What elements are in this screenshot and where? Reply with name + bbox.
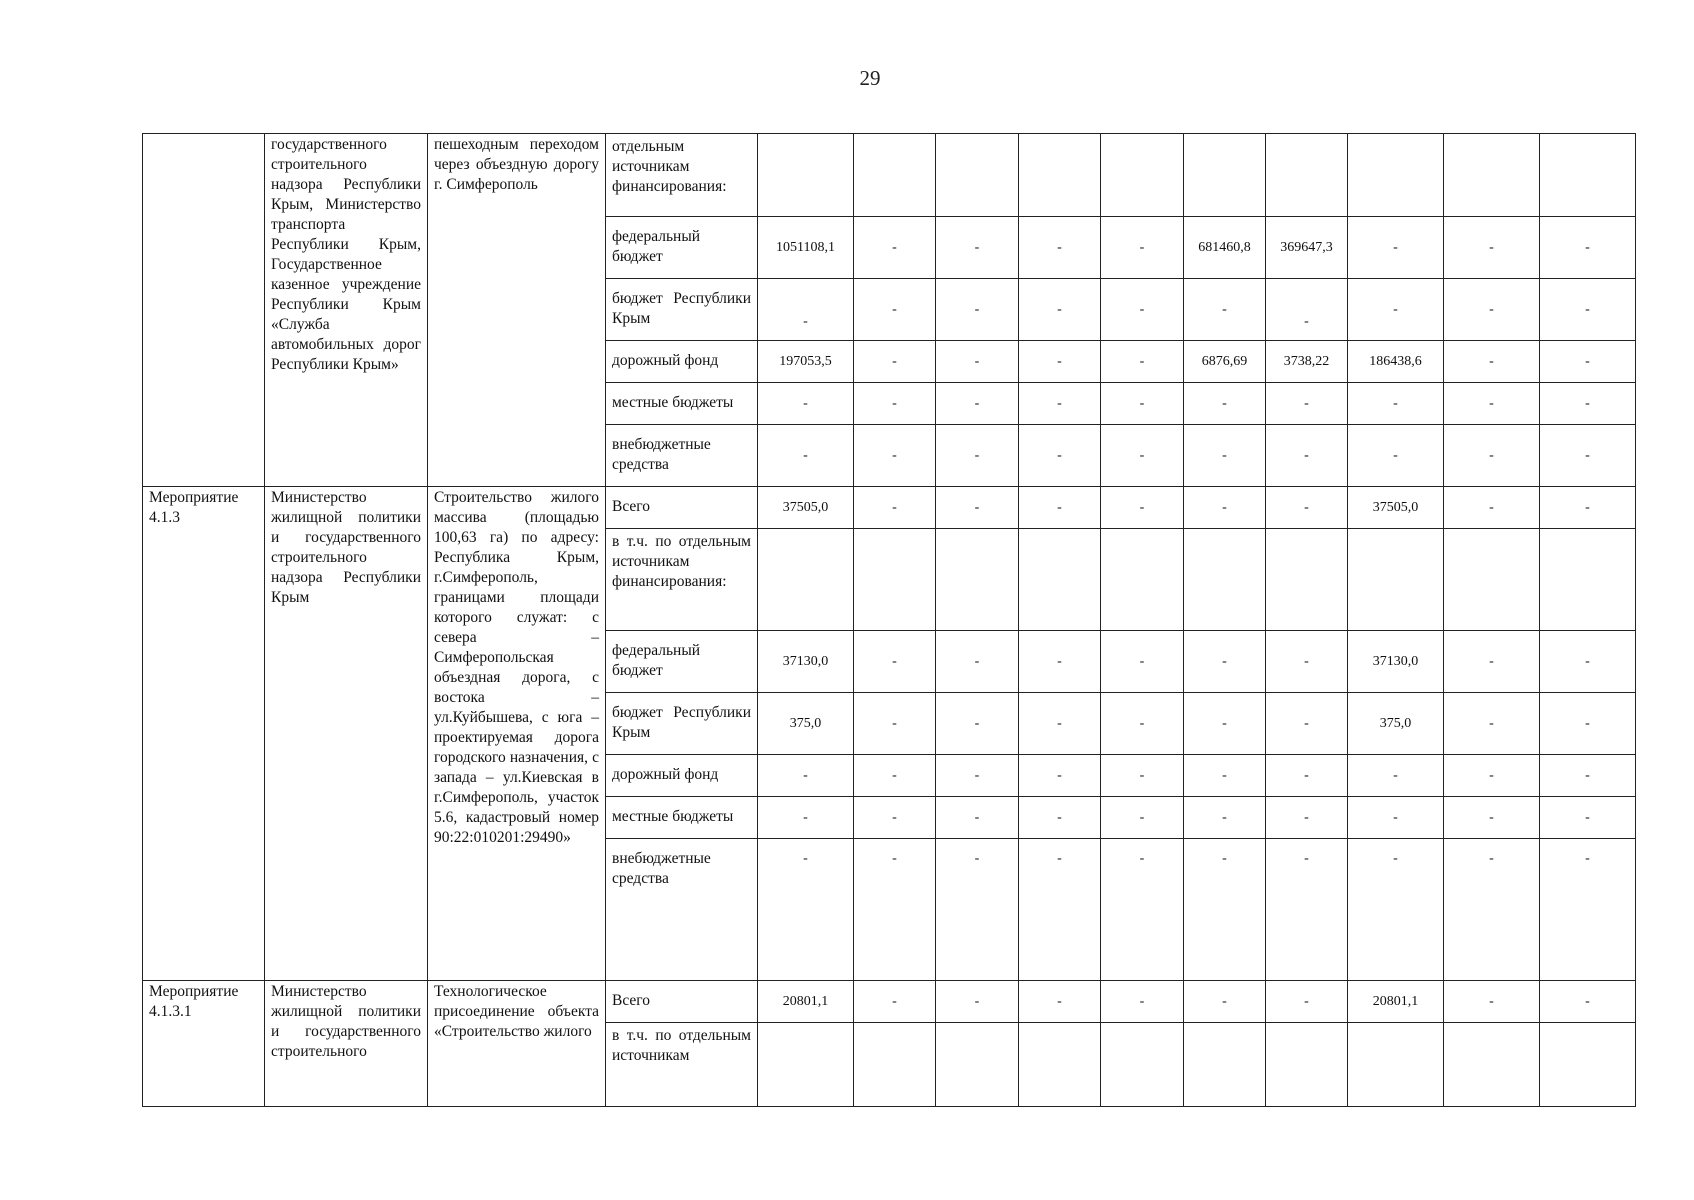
value-cell: - [1101,981,1184,1023]
value-cell: - [1184,839,1266,981]
value-cell [1540,134,1636,217]
value-cell: - [758,755,854,797]
value-cell: - [1540,631,1636,693]
value-cell: 681460,8 [1184,217,1266,279]
value-cell: - [1019,693,1101,755]
value-cell [1184,1023,1266,1107]
value-cell: - [1540,279,1636,341]
value-cell: - [1444,693,1540,755]
value-cell: - [1540,981,1636,1023]
value-cell: - [1019,755,1101,797]
value-cell: - [1444,981,1540,1023]
value-cell: - [1019,797,1101,839]
value-cell: - [1101,341,1184,383]
value-cell: - [1266,631,1348,693]
value-cell: 1051108,1 [758,217,854,279]
value-cell [1019,134,1101,217]
value-cell: - [854,487,936,529]
source-cell: внебюджетные средства [606,839,758,981]
budget-table [142,133,1636,1107]
value-cell: - [1540,755,1636,797]
source-cell: в т.ч. по отдельным источникам [606,1023,758,1107]
value-cell [1348,1023,1444,1107]
table-row [143,134,1636,217]
value-cell: - [1019,631,1101,693]
value-cell: 37130,0 [758,631,854,693]
value-cell [1019,1023,1101,1107]
value-cell: - [1444,487,1540,529]
value-cell: - [1101,693,1184,755]
value-cell: - [1444,279,1540,341]
value-cell: - [758,839,854,981]
value-cell: - [1101,755,1184,797]
measure-cell: Мероприятие 4.1.3.1 [143,981,265,1107]
value-cell: - [1266,425,1348,487]
value-cell: 37130,0 [1348,631,1444,693]
value-cell: - [936,487,1019,529]
value-cell: - [1266,797,1348,839]
value-cell: - [1444,839,1540,981]
value-cell: - [936,693,1019,755]
value-cell: - [1444,383,1540,425]
value-cell: - [854,383,936,425]
value-cell [854,134,936,217]
value-cell [854,529,936,631]
value-cell [1184,529,1266,631]
value-cell [1348,134,1444,217]
source-cell: местные бюджеты [606,797,758,839]
value-cell: - [1101,279,1184,341]
value-cell [1348,529,1444,631]
value-cell: - [854,693,936,755]
value-cell [1184,134,1266,217]
value-cell: - [1101,631,1184,693]
source-cell: федеральный бюджет [606,631,758,693]
value-cell: - [1540,693,1636,755]
table-row [143,981,1636,1023]
value-cell: - [758,425,854,487]
value-cell: 20801,1 [758,981,854,1023]
value-cell: - [1019,981,1101,1023]
value-cell: - [1444,217,1540,279]
description-cell: пешеходным переходом через объездную дорогу г. Симферополь [428,134,606,487]
value-cell: - [1184,487,1266,529]
value-cell: - [854,797,936,839]
value-cell: - [1019,487,1101,529]
value-cell: - [1540,383,1636,425]
value-cell: - [1101,383,1184,425]
value-cell: - [1019,839,1101,981]
value-cell: - [854,279,936,341]
value-cell: - [1266,383,1348,425]
value-cell [1540,1023,1636,1107]
value-cell: - [936,383,1019,425]
source-cell: местные бюджеты [606,383,758,425]
value-cell: - [1444,631,1540,693]
value-cell: - [936,631,1019,693]
value-cell: 3738,22 [1266,341,1348,383]
value-cell: 20801,1 [1348,981,1444,1023]
value-cell: - [1540,839,1636,981]
value-cell: - [936,279,1019,341]
value-cell: 186438,6 [1348,341,1444,383]
source-cell: дорожный фонд [606,755,758,797]
value-cell [1101,1023,1184,1107]
value-cell: - [1266,279,1348,341]
value-cell: - [1184,755,1266,797]
value-cell: - [1540,797,1636,839]
value-cell [1444,529,1540,631]
value-cell: - [1101,425,1184,487]
value-cell [758,529,854,631]
value-cell: - [1444,425,1540,487]
value-cell: 37505,0 [758,487,854,529]
value-cell: - [1348,755,1444,797]
value-cell: - [1184,981,1266,1023]
value-cell: - [1019,279,1101,341]
value-cell: - [758,797,854,839]
value-cell: - [758,383,854,425]
value-cell: - [1101,839,1184,981]
value-cell [1540,529,1636,631]
value-cell: - [1019,341,1101,383]
value-cell: - [758,279,854,341]
value-cell: - [936,217,1019,279]
value-cell [1444,134,1540,217]
value-cell: - [1266,839,1348,981]
value-cell [936,134,1019,217]
value-cell: - [854,217,936,279]
value-cell: 37505,0 [1348,487,1444,529]
value-cell: - [936,425,1019,487]
value-cell [1101,529,1184,631]
value-cell: - [1184,383,1266,425]
source-cell: Всего [606,487,758,529]
value-cell: - [1540,487,1636,529]
value-cell: - [936,839,1019,981]
value-cell: - [1348,425,1444,487]
value-cell [1019,529,1101,631]
value-cell: - [1540,341,1636,383]
value-cell: - [1540,217,1636,279]
source-cell: бюджет Республики Крым [606,693,758,755]
source-cell: бюджет Республики Крым [606,279,758,341]
value-cell: - [854,839,936,981]
value-cell: - [1348,797,1444,839]
value-cell: 6876,69 [1184,341,1266,383]
value-cell [1266,134,1348,217]
value-cell: - [1266,693,1348,755]
value-cell: - [936,797,1019,839]
table-body [143,134,1636,1107]
value-cell [1266,529,1348,631]
value-cell: - [1266,981,1348,1023]
source-cell: Всего [606,981,758,1023]
value-cell [936,1023,1019,1107]
measure-cell: Мероприятие 4.1.3 [143,487,265,981]
value-cell: - [1444,755,1540,797]
value-cell [1101,134,1184,217]
value-cell [854,1023,936,1107]
value-cell: - [1266,487,1348,529]
value-cell: 197053,5 [758,341,854,383]
value-cell: - [1101,797,1184,839]
value-cell: 375,0 [758,693,854,755]
value-cell: - [1540,425,1636,487]
value-cell [1444,1023,1540,1107]
value-cell: - [1101,487,1184,529]
value-cell: - [1019,217,1101,279]
description-cell: Строительство жилого массива (площадью 100,63 га) по адресу: Республика Крым, г.Симферополь, границами площади которого служат: с севера – Симферопольская объездная дорога, с востока – ул.Куйбышева, с юга – проектируемая дорога городского назначения, с запада – ул.Киевская в г.Симферополь, участок 5.6, кадастровый номер 90:22:010201:29490» [428,487,606,981]
executor-cell: Министерство жилищной политики и государственного строительного надзора Республики Крым [265,487,428,981]
value-cell: - [854,981,936,1023]
value-cell: - [1019,383,1101,425]
value-cell: - [936,755,1019,797]
source-cell: в т.ч. по отдельным источникам финансирования: [606,529,758,631]
executor-cell: государственного строительного надзора Республики Крым, Министерство транспорта Республики Крым, Государственное казенное учреждение Республики Крым «Служба автомобильных дорог Республики Крым» [265,134,428,487]
value-cell: - [1348,383,1444,425]
value-cell: - [1019,425,1101,487]
source-cell: отдельным источникам финансирования: [606,134,758,217]
value-cell: - [1184,693,1266,755]
value-cell: - [854,341,936,383]
value-cell: - [1101,217,1184,279]
value-cell: - [1348,217,1444,279]
value-cell: - [1184,425,1266,487]
source-cell: дорожный фонд [606,341,758,383]
value-cell [1266,1023,1348,1107]
value-cell: - [1348,839,1444,981]
value-cell [758,1023,854,1107]
value-cell: - [1184,631,1266,693]
description-cell: Технологическое присоединение объекта «Строительство жилого [428,981,606,1107]
value-cell: - [936,341,1019,383]
value-cell: 369647,3 [1266,217,1348,279]
value-cell: - [1184,797,1266,839]
value-cell: - [854,631,936,693]
value-cell [758,134,854,217]
value-cell: - [854,755,936,797]
value-cell: - [936,981,1019,1023]
page-number: 29 [859,66,881,90]
measure-cell [143,134,265,487]
source-cell: внебюджетные средства [606,425,758,487]
value-cell: - [1348,279,1444,341]
value-cell: 375,0 [1348,693,1444,755]
value-cell: - [1444,797,1540,839]
value-cell: - [1444,341,1540,383]
source-cell: федеральный бюджет [606,217,758,279]
executor-cell: Министерство жилищной политики и государственного строительного [265,981,428,1107]
table-row [143,487,1636,529]
value-cell: - [854,425,936,487]
value-cell [936,529,1019,631]
value-cell: - [1184,279,1266,341]
value-cell: - [1266,755,1348,797]
